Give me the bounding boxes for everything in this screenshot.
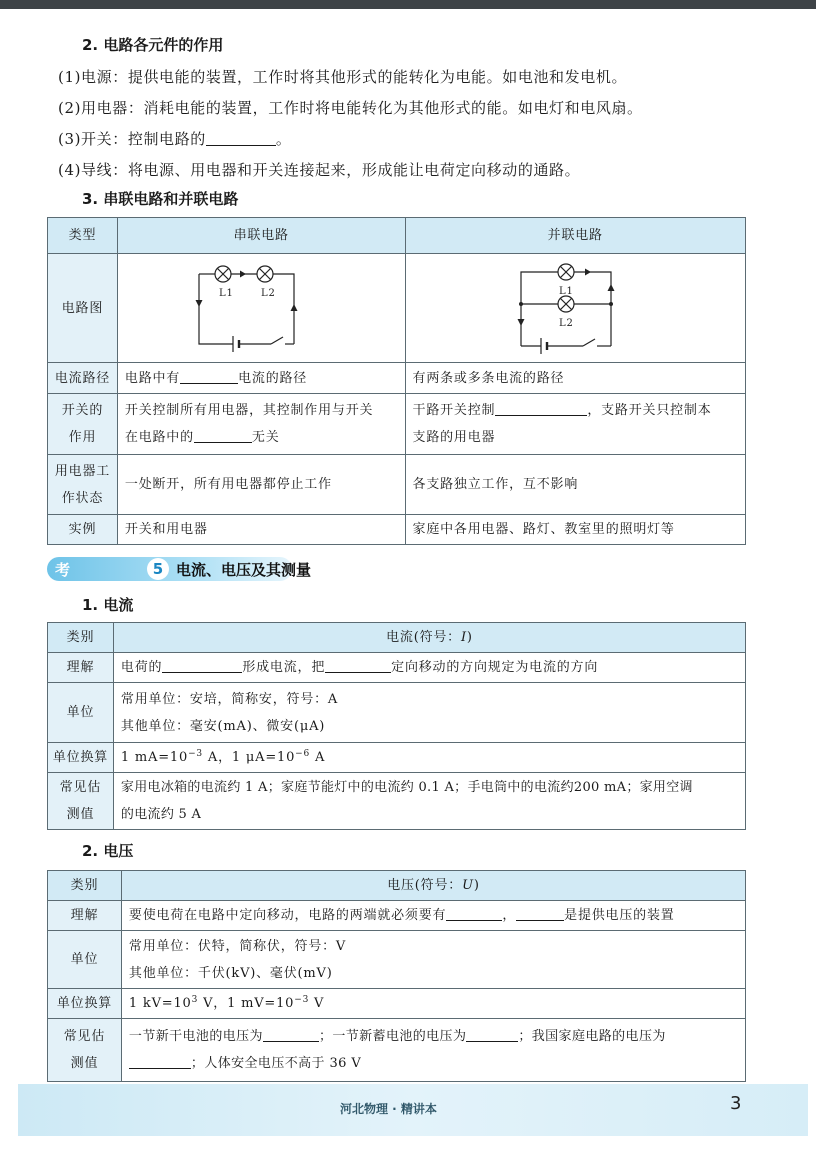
text: 电路中有 (124, 370, 181, 386)
junction-dot (519, 302, 523, 306)
text: A (310, 750, 326, 765)
text: ；我国家庭电路的电压为 (518, 1029, 666, 1044)
series-parallel-table (47, 217, 746, 545)
text-line (129, 1023, 738, 1050)
row-label-unit: 单位 (48, 931, 122, 989)
text: ) (473, 878, 480, 893)
text: ，支路开关只控制本 (587, 403, 712, 418)
exam-point-label: 考点 (55, 561, 73, 600)
text: 形成电流，把 (242, 660, 326, 675)
junction-dot (609, 302, 613, 306)
parallel-switch-role (405, 394, 745, 455)
fill-blank[interactable] (194, 429, 252, 443)
header-current (113, 623, 745, 653)
series-current-path (117, 363, 405, 394)
fill-blank[interactable] (325, 659, 391, 673)
text-line: 常用单位：伏特，简称伏，符号：V (128, 938, 347, 954)
paragraph-appliance: (2)用电器：消耗电能的装置，工作时将电能转化为其他形式的能。如电灯和电风扇。 (58, 99, 643, 117)
voltage-estimate (121, 1019, 745, 1082)
section-heading-voltage: 2. 电压 (82, 842, 134, 860)
current-table (47, 622, 746, 830)
label-line: 作状态 (61, 490, 104, 506)
text: A，1 μA=10 (202, 750, 296, 765)
text-line (125, 424, 398, 451)
lamp-l2-label: L2 (559, 318, 574, 329)
current-convert (113, 743, 745, 773)
row-label-state (48, 455, 118, 515)
current-arrow-up (608, 284, 615, 291)
text: 定向移动的方向规定为电流的方向 (391, 660, 599, 675)
exponent: −3 (294, 995, 310, 1005)
symbol: U (462, 878, 474, 893)
fill-blank[interactable] (206, 132, 276, 146)
text: 在电路中的 (124, 430, 194, 445)
voltage-table (47, 870, 746, 1082)
text: ；一节新蓄电池的电压为 (318, 1029, 467, 1044)
label-line: 开关的 (61, 403, 104, 418)
row-label-convert: 单位换算 (48, 989, 122, 1019)
current-understand (113, 653, 745, 683)
text: 干路开关控制 (412, 403, 496, 418)
parallel-circuit-cell (405, 254, 745, 363)
lamp-l2-label: L2 (261, 288, 276, 299)
fill-blank[interactable] (180, 370, 238, 384)
label-line: 常见估 (63, 1029, 106, 1044)
text-line: 常用单位：安培，简称安，符号：A (120, 691, 339, 707)
series-circuit-diagram (181, 262, 311, 354)
current-estimate (113, 773, 745, 830)
symbol: I (460, 630, 467, 645)
switch-text-end: 。 (275, 130, 292, 148)
header-type: 类型 (48, 218, 118, 254)
current-unit (113, 683, 745, 743)
fill-blank[interactable] (162, 659, 242, 673)
paragraph-switch (58, 128, 291, 149)
parallel-state: 各支路独立工作，互不影响 (405, 455, 745, 515)
text: 电压(符号： (387, 878, 463, 893)
header-voltage (121, 871, 745, 901)
label-line: 测值 (66, 807, 95, 822)
series-circuit-cell (117, 254, 405, 363)
row-label-example: 实例 (48, 515, 118, 545)
current-arrow-up (291, 304, 298, 311)
lamp-l1-label: L1 (559, 286, 574, 297)
text-line (129, 1050, 738, 1077)
row-label-estimate (48, 1019, 122, 1082)
fill-blank[interactable] (446, 907, 502, 921)
text: V，1 mV=10 (198, 996, 295, 1011)
label-line: 测值 (70, 1056, 99, 1071)
fill-blank[interactable] (263, 1028, 319, 1042)
text: 电荷的 (120, 660, 163, 675)
wire (521, 272, 558, 346)
current-arrow-down (518, 319, 525, 326)
voltage-unit (121, 931, 745, 989)
text: 1 kV=10 (128, 996, 192, 1011)
parallel-example: 家庭中各用电器、路灯、教室里的照明灯等 (405, 515, 745, 545)
wire (574, 272, 611, 346)
paragraph-wire: (4)导线：将电源、用电器和开关连接起来，形成能让电荷定向移动的通路。 (58, 161, 581, 179)
fill-blank[interactable] (129, 1055, 191, 1069)
text: ， (502, 908, 517, 923)
fill-blank[interactable] (516, 907, 564, 921)
text-line: 的电流约 5 A (120, 807, 202, 822)
row-label-unit: 单位 (48, 683, 114, 743)
current-arrow-down (196, 300, 203, 307)
row-label-understand: 理解 (48, 901, 122, 931)
parallel-circuit-diagram (511, 260, 621, 356)
switch-symbol (583, 339, 595, 346)
header-series: 串联电路 (117, 218, 405, 254)
header-parallel: 并联电路 (405, 218, 745, 254)
text-line: 其他单位：千伏(kV)、毫伏(mV) (128, 965, 333, 981)
exam-point-number: 5 (147, 558, 169, 580)
book-title: 河北物理 · 精讲本 (340, 1102, 437, 1116)
fill-blank[interactable] (495, 402, 587, 416)
text: 电流(符号： (386, 630, 461, 645)
header-category: 类别 (48, 623, 114, 653)
series-example: 开关和用电器 (117, 515, 405, 545)
series-switch-role (117, 394, 405, 455)
voltage-convert (121, 989, 745, 1019)
switch-text: (3)开关：控制电路的 (58, 130, 206, 148)
lamp-l1-label: L1 (219, 288, 234, 299)
text-line: 开关控制所有用电器，其控制作用与开关 (124, 403, 374, 418)
row-label-understand: 理解 (48, 653, 114, 683)
text-line: 支路的用电器 (412, 430, 496, 445)
current-arrow-right (585, 269, 591, 276)
text: 是提供电压的装置 (564, 908, 675, 923)
voltage-understand (121, 901, 745, 931)
label-line: 用电器工 (54, 463, 111, 479)
current-arrow-right (240, 271, 246, 278)
text: V (309, 996, 325, 1011)
text: 电流的路径 (238, 370, 308, 386)
row-label-current-path: 电流路径 (48, 363, 118, 394)
text: 要使电荷在电路中定向移动，电路的两端就必须要有 (128, 908, 447, 923)
switch-symbol (271, 337, 283, 344)
text: 1 mA=10 (120, 750, 189, 765)
text: 一节新干电池的电压为 (128, 1029, 263, 1044)
text-line: 家用电冰箱的电流约 1 A；家庭节能灯中的电流约 0.1 A；手电筒中的电流约200 mA；家用空调 (120, 780, 693, 795)
label-line: 常见估 (59, 780, 102, 795)
wire (273, 274, 294, 344)
text-line: 其他单位：毫安(mA)、微安(μA) (120, 718, 326, 734)
row-label-estimate (48, 773, 114, 830)
fill-blank[interactable] (466, 1028, 518, 1042)
page-footer (18, 1084, 808, 1136)
text-line (413, 397, 738, 424)
row-label-diagram: 电路图 (48, 254, 118, 363)
row-label-convert: 单位换算 (48, 743, 114, 773)
top-edge-bar (0, 0, 816, 9)
section-heading-series-parallel: 3. 串联电路和并联电路 (82, 190, 239, 208)
parallel-current-path: 有两条或多条电流的路径 (405, 363, 745, 394)
page-number: 3 (730, 1093, 742, 1114)
exponent: −3 (188, 749, 203, 759)
wire (199, 274, 233, 344)
row-label-switch (48, 394, 118, 455)
section-heading-components: 2. 电路各元件的作用 (82, 36, 224, 54)
exam-point-title: 电流、电压及其测量 (176, 561, 312, 579)
series-state: 一处断开，所有用电器都停止工作 (117, 455, 405, 515)
exponent: −6 (295, 749, 311, 759)
header-category: 类别 (48, 871, 122, 901)
paragraph-power-source: (1)电源：提供电能的装置，工作时将其他形式的能转化为电能。如电池和发电机。 (58, 68, 628, 86)
text: 无关 (251, 430, 280, 445)
text: ；人体安全电压不高于 36 V (190, 1056, 362, 1071)
section-heading-current: 1. 电流 (82, 596, 134, 614)
text: ) (466, 630, 473, 645)
exponent: 3 (191, 995, 199, 1005)
label-line: 作用 (68, 430, 97, 445)
